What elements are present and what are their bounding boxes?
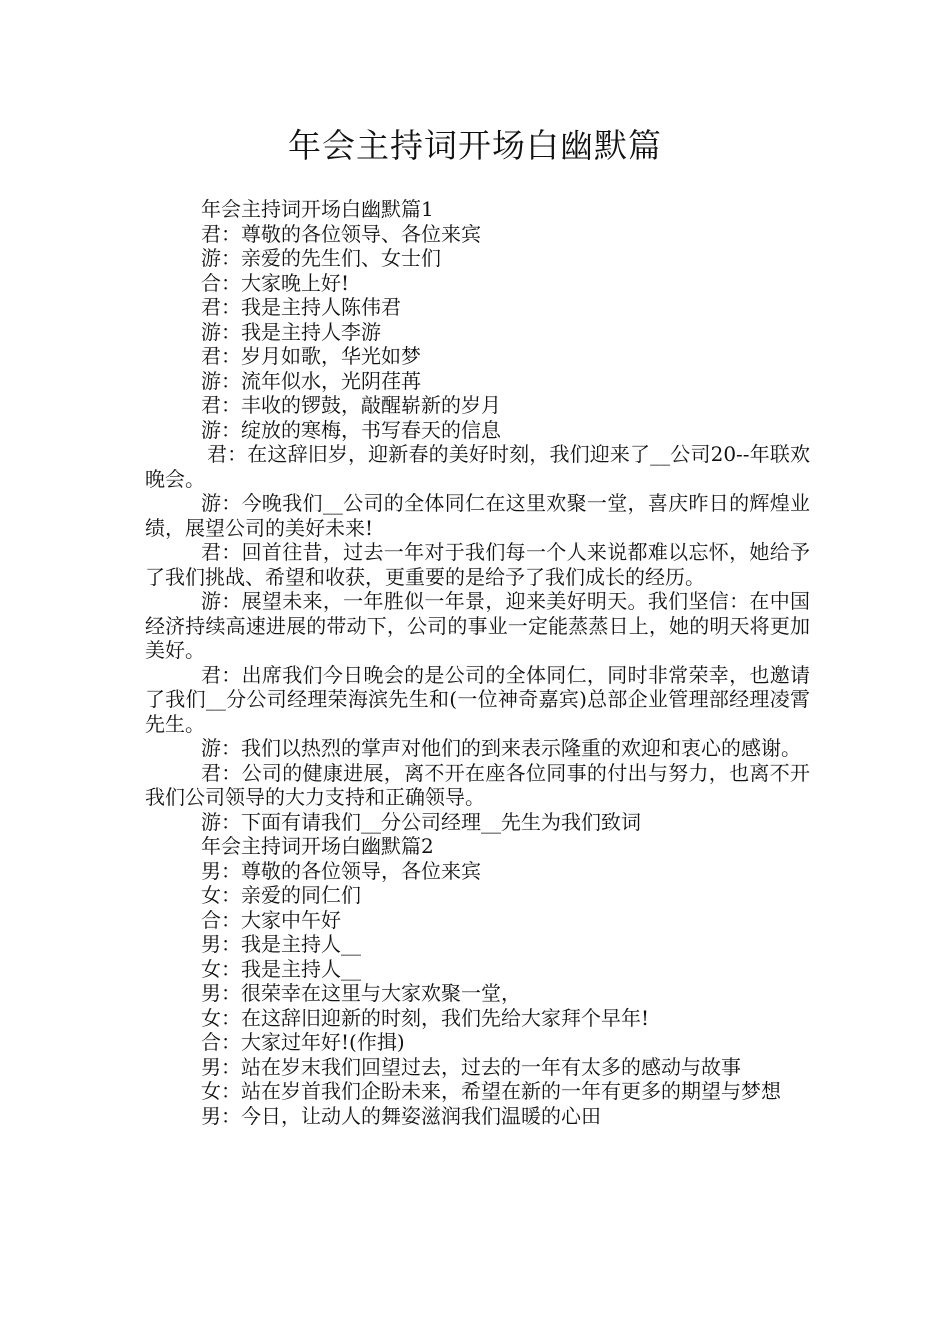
dialogue-line: 游：下面有请我们__分公司经理__先生为我们致词 (201, 809, 641, 834)
dialogue-line: 游：绽放的寒梅，书写春天的信息 (201, 417, 501, 442)
dialogue-line: 游：展望未来，一年胜似一年景，迎来美好明天。我们坚信：在中国经济持续高速进展的带动下，公司的事业一定能蒸蒸日上，她的明天将更加美好。 (145, 589, 810, 662)
dialogue-line: 游：亲爱的先生们、女士们 (201, 246, 441, 270)
dialogue-line: 君：尊敬的各位领导、各位来宾 (201, 221, 481, 246)
dialogue-line: 君：丰收的锣鼓，敲醒崭新的岁月 (201, 393, 501, 417)
dialogue-line: 游：流年似水，光阴荏苒 (201, 368, 421, 393)
dialogue-line: 男：今日，让动人的舞姿滋润我们温暖的心田 (201, 1103, 601, 1128)
dialogue-line: 男：尊敬的各位领导，各位来宾 (201, 858, 481, 883)
dialogue-line: 君：在这辞旧岁，迎新春的美好时刻，我们迎来了__公司20--年联欢晚会。 (145, 442, 810, 491)
document-body (145, 197, 810, 1128)
dialogue-line: 君：出席我们今日晚会的是公司的全体同仁，同时非常荣幸，也邀请了我们__分公司经理荣海滨先生和(一位神奇嘉宾)总部企业管理部经理凌霄先生。 (145, 662, 810, 736)
dialogue-line: 女：站在岁首我们企盼未来，希望在新的一年有更多的期望与梦想 (201, 1079, 781, 1103)
dialogue-line: 男：我是主持人__ (201, 932, 361, 956)
section-heading: 年会主持词开场白幽默篇2 (201, 834, 434, 858)
dialogue-line: 君：岁月如歌，华光如梦 (201, 344, 421, 368)
section-heading: 年会主持词开场白幽默篇1 (201, 197, 434, 221)
dialogue-line: 合：大家晚上好! (201, 270, 350, 295)
dialogue-line: 君：我是主持人陈伟君 (201, 295, 401, 319)
dialogue-line: 女：在这辞旧迎新的时刻，我们先给大家拜个早年! (201, 1005, 650, 1030)
document-title: 年会主持词开场白幽默篇 (288, 126, 662, 165)
dialogue-line: 女：我是主持人__ (201, 956, 361, 981)
dialogue-line: 游：今晚我们__公司的全体同仁在这里欢聚一堂，喜庆昨日的辉煌业绩，展望公司的美好未来! (145, 491, 810, 540)
dialogue-line: 女：亲爱的同仁们 (201, 883, 361, 907)
dialogue-line: 男：站在岁末我们回望过去，过去的一年有太多的感动与故事 (201, 1054, 741, 1079)
dialogue-line: 合：大家过年好!(作揖) (201, 1030, 405, 1054)
dialogue-line: 男：很荣幸在这里与大家欢聚一堂， (201, 981, 521, 1005)
dialogue-line: 合：大家中午好 (201, 907, 341, 932)
dialogue-line: 君：公司的健康进展，离不开在座各位同事的付出与努力，也离不开我们公司领导的大力支持和正确领导。 (145, 760, 810, 809)
dialogue-line: 君：回首往昔，过去一年对于我们每一个人来说都难以忘怀，她给予了我们挑战、希望和收获，更重要的是给予了我们成长的经历。 (145, 540, 810, 589)
dialogue-line: 游：我们以热烈的掌声对他们的到来表示隆重的欢迎和衷心的感谢。 (201, 736, 801, 760)
dialogue-line: 游：我是主持人李游 (201, 319, 381, 344)
